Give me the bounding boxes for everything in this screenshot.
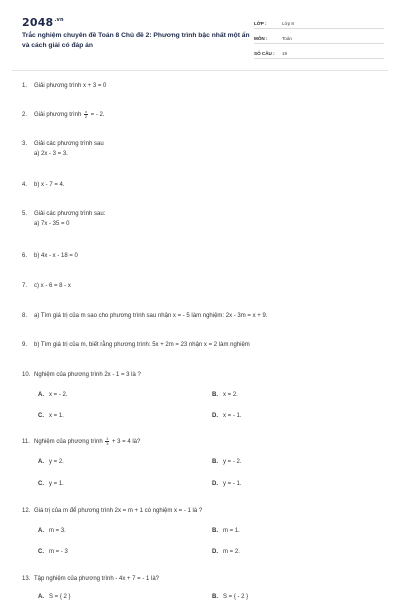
option-d[interactable]: D. x = - 1. xyxy=(212,413,242,419)
question-11: 11. Nghiệm của phương trình $\frac{1}{3}$ + 3 = 4 là? xyxy=(22,436,141,446)
option-b[interactable]: B. S = { - 2 } xyxy=(212,594,249,600)
document-title: Trắc nghiệm chuyên đề Toán 8 Chủ đề 2: Phương trình bậc nhất một ẩn và cách giải có đáp án xyxy=(22,32,250,49)
question-2: 2. Giải phương trình $\frac{x}{2}$ = - 2. xyxy=(22,109,105,119)
option-c[interactable]: C. x = 1. xyxy=(38,413,64,419)
fraction: $\frac{x}{2}$ xyxy=(84,109,88,119)
question-4: 4. b) x - 7 = 4. xyxy=(22,182,65,188)
question-5: 5. Giải các phương trình sau: a) 7x - 35 = 0 xyxy=(22,211,106,227)
option-b[interactable]: B. x = 2. xyxy=(212,392,238,398)
question-6: 6. b) 4x - x - 18 = 0 xyxy=(22,253,78,259)
question-3: 3. Giải các phương trình sau a) 2x - 3 = 3. xyxy=(22,141,104,157)
meta-row-subject: MÔN : Toán xyxy=(254,30,384,44)
option-c[interactable]: C. y = 1. xyxy=(38,481,64,487)
question-12: 12. Giá trị của m để phương trình 2x = m + 1 có nghiệm x = - 1 là ? xyxy=(22,508,203,514)
question-9: 9. b) Tìm giá trị của m, biết rằng phương trình: 5x + 2m = 23 nhận x = 2 làm nghiệm xyxy=(22,342,250,348)
question-13: 13. Tập nghiệm của phương trình - 4x + 7 = - 1 là? xyxy=(22,576,160,582)
question-1: 1. Giải phương trình x + 3 = 0 xyxy=(22,83,107,89)
option-a[interactable]: A. S = { 2 } xyxy=(38,594,71,600)
question-7: 7. c) x - 6 = 8 - x xyxy=(22,283,71,289)
option-d[interactable]: D. m = 2. xyxy=(212,549,240,555)
option-b[interactable]: B. y = - 2. xyxy=(212,459,242,465)
fraction: $\frac{1}{3}$ xyxy=(106,436,109,446)
option-d[interactable]: D. y = - 1. xyxy=(212,481,242,487)
option-c[interactable]: C. m = - 3 xyxy=(38,549,68,555)
meta-row-question-count: SỐ CÂU : 19 xyxy=(254,45,384,59)
document-meta xyxy=(254,15,384,60)
document-header xyxy=(0,0,400,70)
site-logo[interactable]: $2048^{.vn}$ xyxy=(22,16,64,29)
question-10: 10. Nghiệm của phương trình 2x - 1 = 3 là ? xyxy=(22,372,141,378)
meta-row-class: LỚP : Lớp 8 xyxy=(254,15,384,29)
option-b[interactable]: B. m = 1. xyxy=(212,528,240,534)
option-a[interactable]: A. x = - 2. xyxy=(38,392,68,398)
header-divider xyxy=(12,70,388,71)
question-8: 8. a) Tìm giá trị của m sao cho phương trình sau nhận x = - 5 làm nghiệm: 2x - 3m = x + 9. xyxy=(22,313,268,319)
option-a[interactable]: A. m = 3. xyxy=(38,528,66,534)
option-a[interactable]: A. y = 2. xyxy=(38,459,64,465)
